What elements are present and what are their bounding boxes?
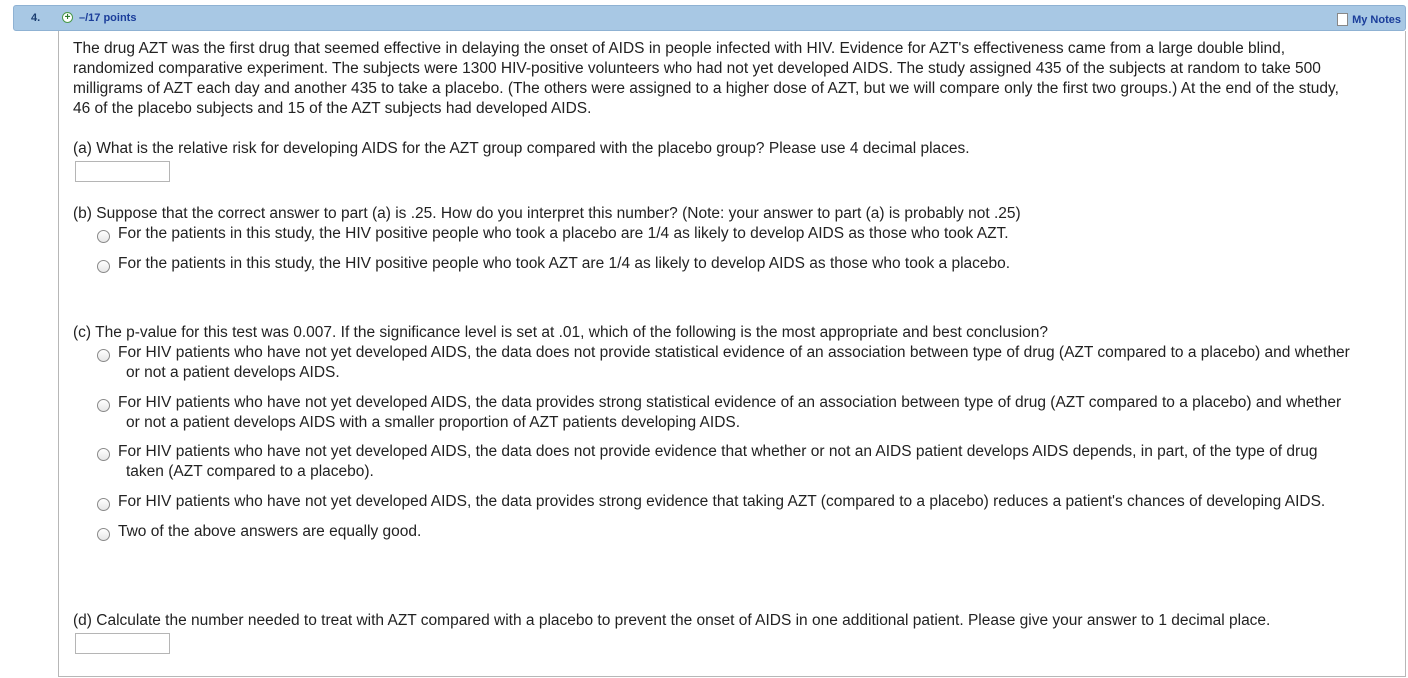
option-line: For HIV patients who have not yet developed AIDS, the data does not provide statistical evidence of an association between type of drug (AZT compared to a placebo) and whether xyxy=(118,344,1350,361)
part-a-answer-input[interactable] xyxy=(75,161,170,182)
intro-line: randomized comparative experiment. The subjects were 1300 HIV-positive volunteers who had not yet developed AIDS. The study assigned 435 of the subjects at random to take 500 xyxy=(73,60,1321,77)
part-c-option-5-label[interactable]: Two of the above answers are equally good. xyxy=(118,523,422,540)
part-b-option-1-radio[interactable] xyxy=(97,230,110,243)
question-intro xyxy=(73,39,1398,119)
part-d-prompt: (d) Calculate the number needed to treat with AZT compared with a placebo to prevent the onset of AIDS in one additional patient. Please give your answer to 1 decimal place. xyxy=(73,612,1271,629)
intro-line: 46 of the placebo subjects and 15 of the AZT subjects had developed AIDS. xyxy=(73,100,592,117)
points-label: –/17 points xyxy=(79,12,137,24)
part-c-option-4-radio[interactable] xyxy=(97,498,110,511)
part-d-answer-input[interactable] xyxy=(75,633,170,654)
option-line: For HIV patients who have not yet developed AIDS, the data does not provide evidence that whether or not an AIDS patient develops AIDS depends, in part, of the type of drug xyxy=(118,443,1318,460)
question-header xyxy=(13,5,1406,31)
part-a-prompt: (a) What is the relative risk for developing AIDS for the AZT group compared with the placebo group? Please use 4 decimal places. xyxy=(73,140,970,157)
part-b-option-2-label[interactable]: For the patients in this study, the HIV positive people who took AZT are 1/4 as likely to develop AIDS as those who took a placebo. xyxy=(118,255,1011,272)
note-page-icon xyxy=(1337,13,1348,26)
intro-line: The drug AZT was the first drug that seemed effective in delaying the onset of AIDS in people infected with HIV. Evidence for AZT's effectiveness came from a large double blind, xyxy=(73,40,1286,57)
part-c-prompt: (c) The p-value for this test was 0.007. If the significance level is set at .01, which of the following is the most appropriate and best conclusion? xyxy=(73,324,1049,341)
intro-line: milligrams of AZT each day and another 435 to take a placebo. (The others were assigned to a higher dose of AZT, but we will compare only the first two groups.) At the end of the study, xyxy=(73,80,1339,97)
option-line: taken (AZT compared to a placebo). xyxy=(126,463,374,480)
question-body xyxy=(58,31,1406,677)
option-line: or not a patient develops AIDS with a smaller proportion of AZT patients developing AIDS. xyxy=(126,414,741,431)
part-c-option-4-label[interactable]: For HIV patients who have not yet developed AIDS, the data provides strong evidence that taking AZT (compared to a placebo) reduces a patient's chances of developing AIDS. xyxy=(118,493,1326,510)
option-line: or not a patient develops AIDS. xyxy=(126,364,340,381)
part-b-prompt: (b) Suppose that the correct answer to part (a) is .25. How do you interpret this number? (Note: your answer to part (a) is probably not .25) xyxy=(73,205,1021,222)
my-notes-link[interactable] xyxy=(1337,11,1401,25)
part-c-option-5-radio[interactable] xyxy=(97,528,110,541)
part-c-option-1-radio[interactable] xyxy=(97,349,110,362)
my-notes-label[interactable]: My Notes xyxy=(1352,13,1401,26)
part-c-option-1-label[interactable] xyxy=(118,343,1350,383)
part-c-option-2-label[interactable] xyxy=(118,393,1341,433)
part-b-option-2-radio[interactable] xyxy=(97,260,110,273)
part-c-option-3-label[interactable] xyxy=(118,442,1317,482)
part-c-option-3-radio[interactable] xyxy=(97,448,110,461)
part-b-option-1-label[interactable]: For the patients in this study, the HIV positive people who took a placebo are 1/4 as likely to develop AIDS as those who took AZT. xyxy=(118,225,1009,242)
plus-circle-icon[interactable]: + xyxy=(62,12,73,23)
question-number: 4. xyxy=(31,12,41,24)
option-line: For HIV patients who have not yet developed AIDS, the data provides strong statistical evidence of an association between type of drug (AZT compared to a placebo) and whether xyxy=(118,394,1342,411)
part-c-option-2-radio[interactable] xyxy=(97,399,110,412)
